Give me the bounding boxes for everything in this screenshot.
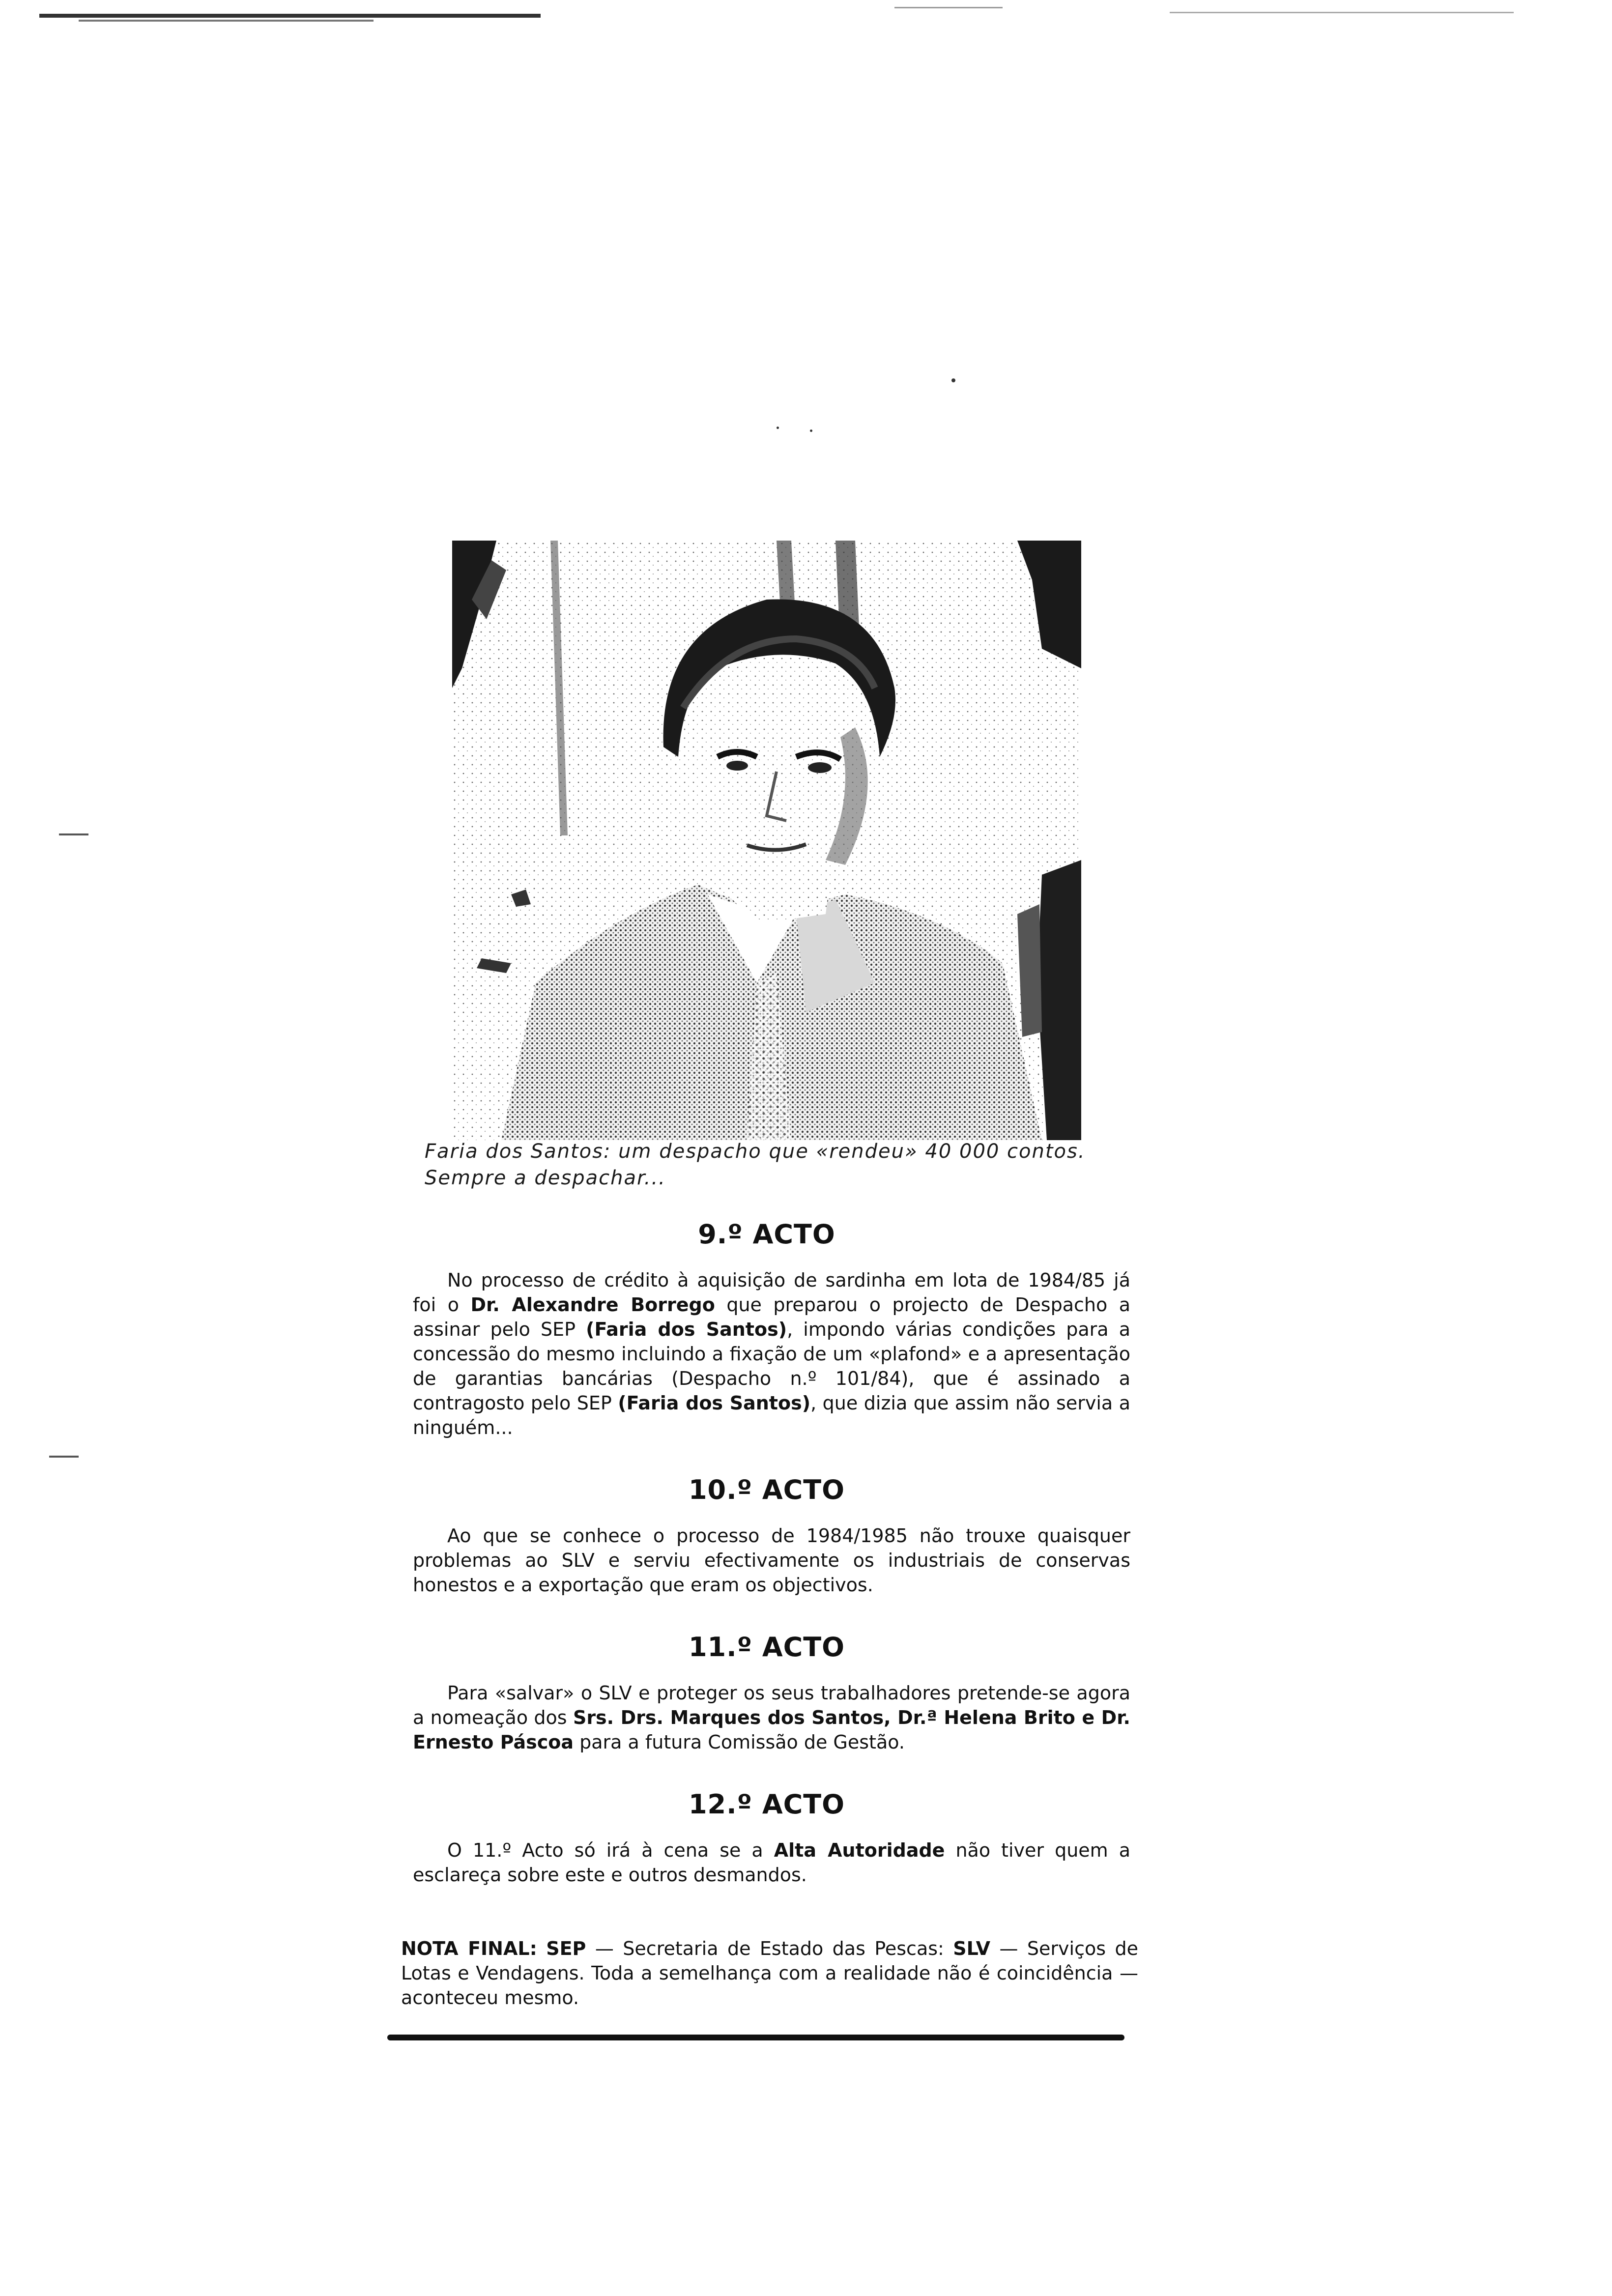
act-paragraph [413, 1838, 1130, 1887]
final-note [401, 1936, 1138, 2010]
caption-line: Faria dos Santos: um despacho que «rendeu» 40 000 contos. [425, 1140, 1086, 1163]
scan-streak [39, 14, 541, 18]
text-run: Ao que se conhece o processo de 1984/1985 não trouxe quaisquer problemas ao SLV e serviu efectivamente os industriais de conservas honestos e a exportação que eram os objectivos. [413, 1525, 1130, 1596]
text-run: não tiver quem a esclareça sobre este e outros desmandos. [413, 1839, 1130, 1886]
act-paragraph [413, 1681, 1130, 1754]
edge-mark [59, 833, 88, 835]
bold-text: (Faria dos Santos) [618, 1392, 811, 1414]
bold-text: SLV [953, 1938, 991, 1959]
text-run: — Secretaria de Estado das Pescas: [586, 1938, 953, 1959]
act-title: 11.º ACTO [688, 1632, 845, 1663]
bold-text: (Faria dos Santos) [586, 1319, 787, 1340]
bold-text: Alta Autoridade [774, 1839, 945, 1861]
text-run: , impondo várias condições para a concessão do mesmo incluindo a fixação de um «plafond» e a apresentação de garantias bancárias (Despacho n.º 101/84), que é assinado a contragosto pelo SEP [413, 1319, 1130, 1414]
act-title: 9.º ACTO [698, 1219, 835, 1250]
scan-streak [894, 7, 1003, 8]
text-run: que preparou o projecto de Despacho a assinar pelo SEP [413, 1294, 1130, 1340]
text-run [537, 1938, 546, 1959]
bold-text: SEP [546, 1938, 586, 1959]
text-run: Para «salvar» o SLV e proteger os seus trabalhadores pretende-se agora a nomeação dos [413, 1682, 1130, 1728]
dust-speck [951, 378, 955, 382]
scan-streak [1170, 12, 1514, 13]
dust-speck [810, 430, 812, 432]
text-run: No processo de crédito à aquisição de sardinha em lota de 1984/85 já foi o [413, 1269, 1130, 1316]
act-title: 12.º ACTO [688, 1789, 845, 1820]
bold-text: Dr. Alexandre Borrego [470, 1294, 715, 1316]
act-title: 10.º ACTO [688, 1474, 845, 1505]
text-run: , que dizia que assim não servia a ninguém... [413, 1392, 1130, 1438]
portrait-photo [452, 541, 1081, 1140]
closing-rule [387, 2035, 1124, 2040]
act-paragraph [413, 1268, 1130, 1440]
bold-text: Srs. Drs. Marques dos Santos, Dr.ª Helena Brito e Dr. Ernesto Páscoa [413, 1707, 1130, 1753]
photo-caption [425, 1138, 1123, 1191]
caption-line: Sempre a despachar... [425, 1167, 666, 1189]
dust-speck [777, 427, 779, 429]
scan-streak [79, 20, 374, 22]
act-paragraph [413, 1523, 1130, 1597]
text-run: para a futura Comissão de Gestão. [574, 1731, 905, 1753]
final-note-label: NOTA FINAL: [401, 1938, 537, 1959]
text-run: O 11.º Acto só irá à cena se a [447, 1839, 774, 1861]
text-run: — Serviços de Lotas e Vendagens. Toda a semelhança com a realidade não é coincidência — aconteceu mesmo. [401, 1938, 1138, 2009]
edge-mark [49, 1456, 79, 1458]
